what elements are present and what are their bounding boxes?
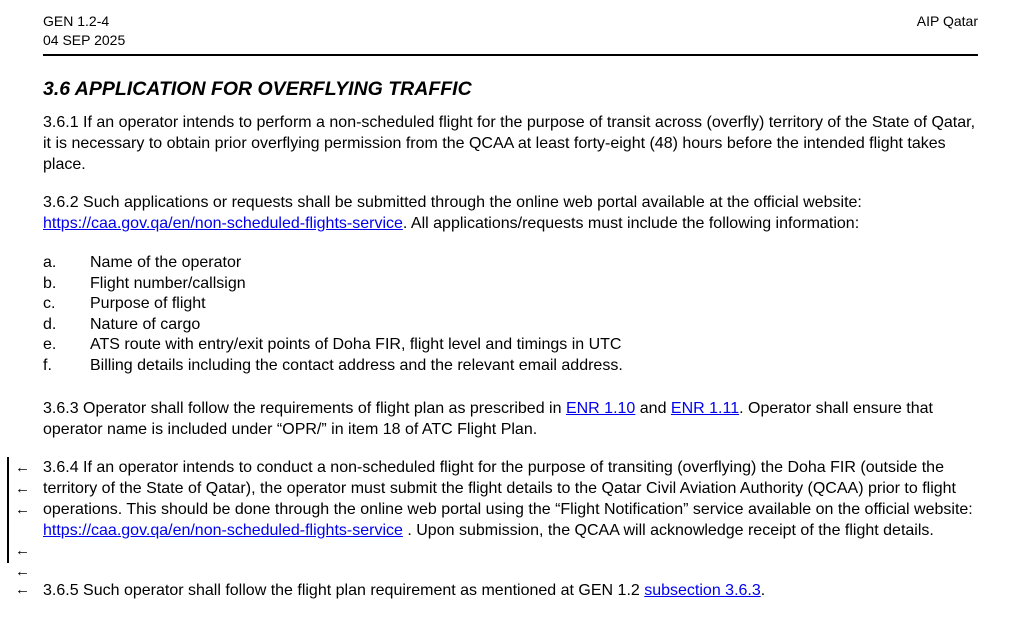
list-text: Flight number/callsign [90, 274, 246, 292]
list-letter: a. [43, 254, 57, 271]
paragraph-3-6-3-text: 3.6.3 Operator shall follow the requirements of flight plan as prescribed in [43, 400, 566, 417]
paragraph-3-6-1: 3.6.1 If an operator intends to perform a non-scheduled flight for the purpose of transit across (overfly) territory of the State of Qatar, it is necessary to obtain prior overflying permission from the QCAA at least forty-eight (48) hours before the intended flight takes place. [43, 114, 976, 173]
paragraph-3-6-4-text: 3.6.4 If an operator intends to conduct a non-scheduled flight for the purpose of transiting (overflying) the Doha FIR (outside the territory of the State of Qatar), the operator must submit the flight details to the Qatar Civil Aviation Authority (QCAA) prior to flight operations. This should be done through the online web portal using the “Flight Notification” service available on the official website: [43, 459, 973, 518]
portal-link[interactable]: https://caa.gov.qa/en/non-scheduled-flights-service [43, 215, 403, 232]
list-text: Purpose of flight [90, 295, 206, 313]
change-arrow-icon: ← [15, 563, 30, 580]
paragraph-3-6-2-text: 3.6.2 Such applications or requests shall be submitted through the online web portal available at the official website: [43, 194, 862, 211]
list-item [43, 253, 623, 274]
change-arrow-icon: ← [15, 480, 30, 497]
list-text: Billing details including the contact address and the relevant email address. [90, 356, 623, 374]
paragraph-3-6-4-text-end: . Upon submission, the QCAA will acknowledge receipt of the flight details. [402, 522, 934, 539]
list-letter: e. [43, 336, 57, 354]
effective-date: 04 SEP 2025 [43, 32, 126, 48]
paragraph-3-6-2-text-end: . All applications/requests must include the following information: [402, 215, 860, 232]
list-item [43, 315, 623, 336]
paragraph-3-6-5-text: 3.6.5 Such operator shall follow the flight plan requirement as mentioned at GEN 1.2 [43, 582, 645, 599]
change-arrow-icon: ← [15, 459, 30, 476]
section-title: 3.6 APPLICATION FOR OVERFLYING TRAFFIC [43, 78, 472, 100]
list-item [43, 294, 623, 315]
change-arrow-icon: ← [15, 581, 30, 598]
list-item [43, 274, 623, 295]
list-text: Name of the operator [90, 254, 242, 271]
paragraph-3-6-3 [43, 398, 983, 440]
header-rule [43, 54, 978, 56]
page-header-left [43, 12, 125, 50]
paragraph-3-6-4 [43, 457, 983, 541]
subsection-3-6-3-link[interactable]: subsection 3.6.3 [644, 582, 761, 599]
list-letter: f. [43, 356, 52, 374]
flight-notification-link[interactable]: https://caa.gov.qa/en/non-scheduled-flights-service [43, 522, 403, 539]
required-info-list [43, 253, 623, 377]
paragraph-3-6-2 [43, 192, 983, 234]
list-item [43, 335, 623, 356]
list-text: ATS route with entry/exit points of Doha FIR, flight level and timings in UTC [90, 336, 622, 354]
list-item [43, 356, 623, 377]
document-id: GEN 1.2-4 [43, 13, 110, 29]
change-arrow-icon: ← [15, 542, 30, 559]
paragraph-3-6-3-text-end: . Operator shall ensure that operator name is included under “OPR/” in item 18 of ATC Flight Plan. [43, 400, 933, 438]
change-bar [7, 457, 9, 563]
change-arrow-icon: ← [15, 501, 30, 518]
paragraph-3-6-3-and: and [635, 400, 671, 417]
list-letter: b. [43, 274, 57, 292]
enr-1-11-link[interactable]: ENR 1.11 [670, 400, 740, 417]
publication-name: AIP Qatar [916, 13, 978, 29]
list-letter: d. [43, 315, 57, 333]
paragraph-3-6-5-text-end: . [760, 582, 766, 599]
paragraph-3-6-5 [43, 580, 983, 601]
list-letter: c. [43, 295, 56, 313]
list-text: Nature of cargo [90, 315, 201, 333]
enr-1-10-link[interactable]: ENR 1.10 [565, 400, 636, 417]
